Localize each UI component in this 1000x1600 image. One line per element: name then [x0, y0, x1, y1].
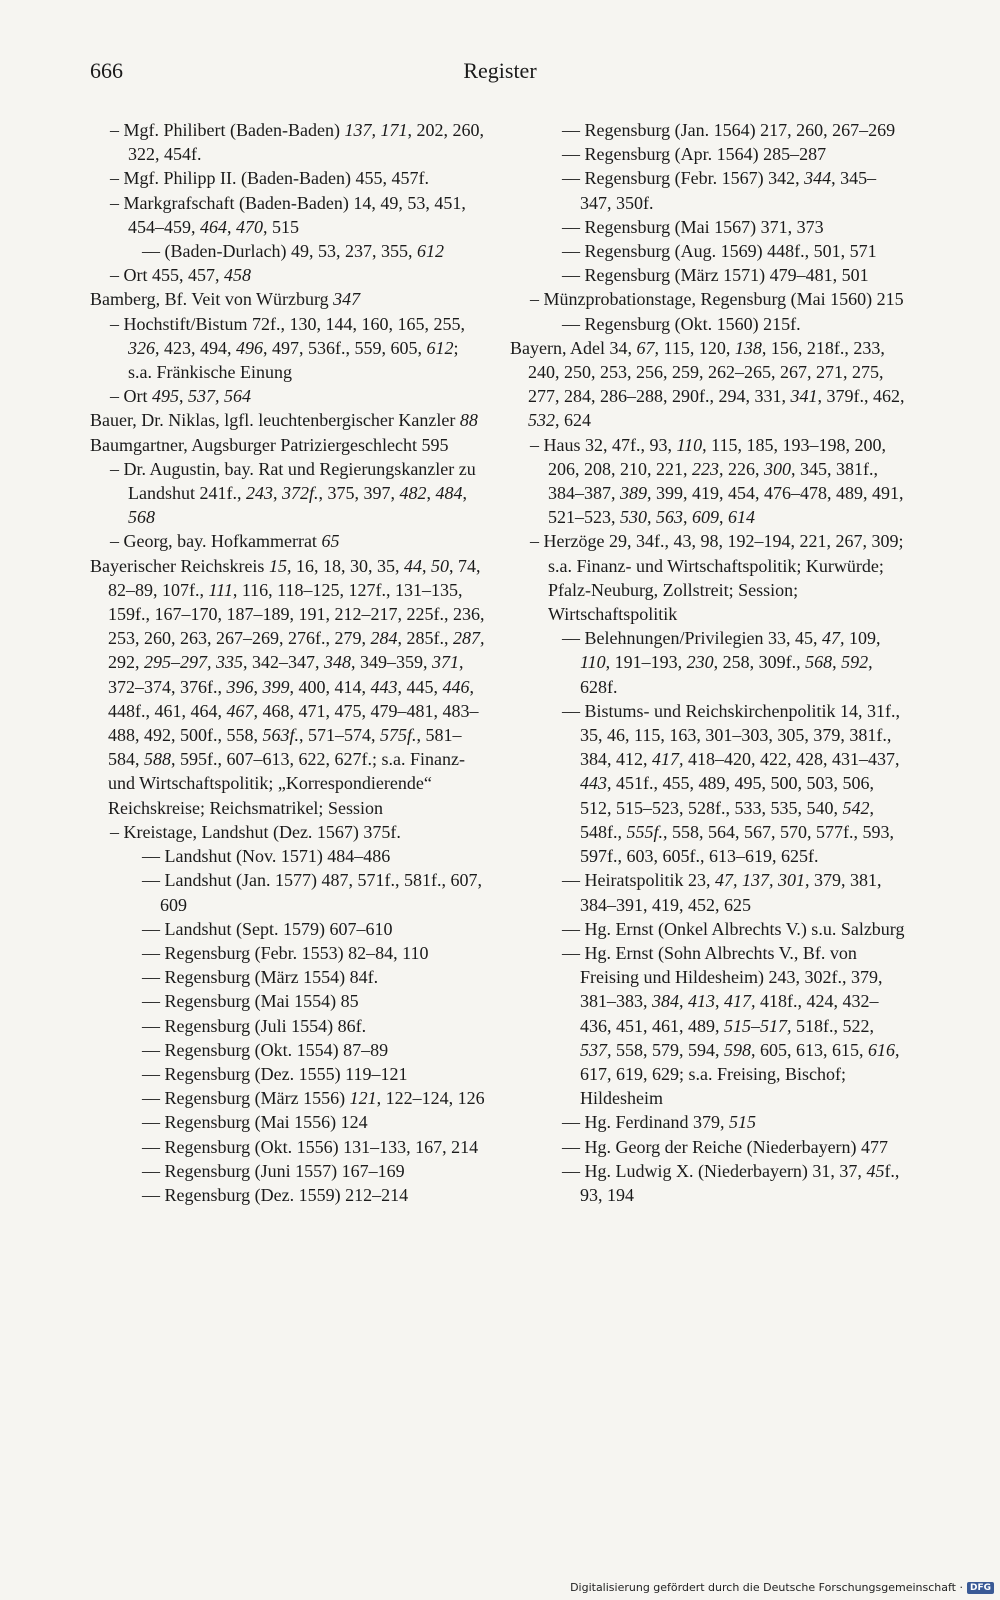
index-entry: –– Landshut (Sept. 1579) 607–610: [142, 918, 393, 939]
index-entry: – Dr. Augustin, bay. Rat und Regierungskanzler zu Landshut 241f., 243, 372f., 375, 397, 482, 484, 568: [110, 458, 476, 528]
index-column-left: [90, 118, 485, 1207]
index-entry: –– Regensburg (Juli 1554) 86f.: [142, 1015, 367, 1036]
index-entry: –– Hg. Ferdinand 379, 515: [562, 1112, 756, 1133]
index-entry: Bayern, Adel 34, 67, 115, 120, 138, 156, 218f., 233, 240, 250, 253, 256, 259, 262–265, 267, 271, 275, 277, 284, 286–288, 290f., 294, 331, 341, 379f., 462, 532, 624: [510, 337, 905, 431]
index-entry: –– Regensburg (Dez. 1559) 212–214: [142, 1184, 409, 1205]
index-entry: –– Regensburg (Okt. 1560) 215f.: [562, 313, 801, 334]
index-entry: –– Landshut (Nov. 1571) 484–486: [142, 846, 391, 867]
dfg-logo: DFG: [967, 1582, 994, 1594]
index-entry: –– Landshut (Jan. 1577) 487, 571f., 581f., 607, 609: [142, 870, 482, 915]
index-entry: –– Regensburg (Dez. 1555) 119–121: [142, 1063, 408, 1084]
running-head: Register: [463, 58, 537, 83]
index-entry: – Georg, bay. Hofkammerrat 65: [110, 531, 340, 552]
index-entry: – Herzöge 29, 34f., 43, 98, 192–194, 221, 267, 309; s.a. Finanz- und Wirtschaftspolitik; Kurwürde; Pfalz-Neuburg, Zollstreit; Session; Wirtschaftspolitik: [530, 531, 904, 625]
index-entry: –– Regensburg (März 1554) 84f.: [142, 967, 379, 988]
index-entry: Bayerischer Reichskreis 15, 16, 18, 30, 35, 44, 50, 74, 82–89, 107f., 111, 116, 118–125, 127f., 131–135, 159f., 167–170, 187–189, 191, 212–217, 225f., 236, 253, 260, 263, 267–269, 276f., 279, 284, 285f., 287, 292, 295–297, 335, 342–347, 348, 349–359, 371, 372–374, 376f., 396, 399, 400, 414, 443, 445, 446, 448f., 461, 464, 467, 468, 471, 475, 479–481, 483–488, 492, 500f., 558, 563f., 571–574, 575f., 581–584, 588, 595f., 607–613, 622, 627f.; s.a. Finanz- und Wirtschaftspolitik; „Korrespondierende“ Reichskreise; Reichsmatrikel; Session: [90, 555, 485, 818]
index-entry: Bamberg, Bf. Veit von Würzburg 347: [90, 289, 361, 310]
index-entry: –– Regensburg (Okt. 1554) 87–89: [142, 1039, 389, 1060]
digitization-credit: [570, 1581, 994, 1594]
index-entry: –– Regensburg (Mai 1554) 85: [142, 991, 359, 1012]
index-entry: –– Hg. Georg der Reiche (Niederbayern) 477: [562, 1136, 889, 1157]
index-entry: –– Regensburg (März 1571) 479–481, 501: [562, 265, 869, 286]
credit-text: Digitalisierung gefördert durch die Deutsche Forschungsgemeinschaft ·: [570, 1581, 963, 1594]
index-entry: –– Regensburg (Febr. 1553) 82–84, 110: [142, 942, 429, 963]
index-entry: – Markgrafschaft (Baden-Baden) 14, 49, 53, 451, 454–459, 464, 470, 515: [110, 192, 466, 237]
index-entry: – Mgf. Philipp II. (Baden-Baden) 455, 457f.: [110, 168, 429, 189]
index-entry: – Kreistage, Landshut (Dez. 1567) 375f.: [110, 821, 401, 842]
index-entry: –– Hg. Ludwig X. (Niederbayern) 31, 37, 45f., 93, 194: [562, 1160, 900, 1205]
index-entry: –– Regensburg (Mai 1556) 124: [142, 1112, 368, 1133]
index-entry: –– Bistums- und Reichskirchenpolitik 14, 31f., 35, 46, 115, 163, 301–303, 305, 379, 381f., 384, 412, 417, 418–420, 422, 428, 431–437, 443, 451f., 455, 489, 495, 500, 503, 506, 512, 515–523, 528f., 533, 535, 540, 542, 548f., 555f., 558, 564, 567, 570, 577f., 593, 597f., 603, 605f., 613–619, 625f.: [562, 700, 900, 867]
index-entry: – Ort 455, 457, 458: [110, 265, 251, 286]
index-entry: –– Regensburg (Febr. 1567) 342, 344, 345–347, 350f.: [562, 168, 877, 213]
index-entry: –– Regensburg (Okt. 1556) 131–133, 167, 214: [142, 1136, 479, 1157]
index-entry: –– Regensburg (Apr. 1564) 285–287: [562, 144, 827, 165]
index-entry: –– Heiratspolitik 23, 47, 137, 301, 379, 381, 384–391, 419, 452, 625: [562, 870, 882, 915]
index-entry: – Münzprobationstage, Regensburg (Mai 1560) 215: [530, 289, 904, 310]
page-number: 666: [90, 58, 123, 83]
index-entry: –– Regensburg (Jan. 1564) 217, 260, 267–269: [562, 120, 896, 140]
index-entry: –– Regensburg (März 1556) 121, 122–124, 126: [142, 1088, 485, 1109]
index-entry: –– Regensburg (Aug. 1569) 448f., 501, 571: [562, 241, 877, 262]
index-entry: – Ort 495, 537, 564: [110, 386, 251, 407]
index-entry: –– Hg. Ernst (Sohn Albrechts V., Bf. von Freising und Hildesheim) 243, 302f., 379, 381–383, 384, 413, 417, 418f., 424, 432–436, 451, 461, 489, 515–517, 518f., 522, 537, 558, 579, 594, 598, 605, 613, 615, 616, 617, 619, 629; s.a. Freising, Bischof; Hildesheim: [562, 942, 900, 1109]
index-entry: –– Belehnungen/Privilegien 33, 45, 47, 109, 110, 191–193, 230, 258, 309f., 568, 592, 628f.: [562, 628, 881, 697]
index-column-right: [510, 118, 905, 1207]
index-entry: – Hochstift/Bistum 72f., 130, 144, 160, 165, 255, 326, 423, 494, 496, 497, 536f., 559, 605, 612; s.a. Fränkische Einung: [110, 313, 465, 383]
index-entry: Bauer, Dr. Niklas, lgfl. leuchtenbergischer Kanzler 88: [90, 410, 478, 431]
index-entry: –– (Baden-Durlach) 49, 53, 237, 355, 612: [142, 241, 444, 262]
index-entry: –– Regensburg (Juni 1557) 167–169: [142, 1160, 405, 1181]
index-entry: – Mgf. Philibert (Baden-Baden) 137, 171, 202, 260, 322, 454f.: [110, 120, 484, 165]
index-entry: –– Hg. Ernst (Onkel Albrechts V.) s.u. Salzburg: [562, 918, 905, 939]
index-entry: – Haus 32, 47f., 93, 110, 115, 185, 193–198, 200, 206, 208, 210, 221, 223, 226, 300, 345, 381f., 384–387, 389, 399, 419, 454, 476–478, 489, 491, 521–523, 530, 563, 609, 614: [530, 434, 904, 528]
index-entry: Baumgartner, Augsburger Patriziergeschlecht 595: [90, 434, 449, 455]
index-entry: –– Regensburg (Mai 1567) 371, 373: [562, 216, 824, 237]
